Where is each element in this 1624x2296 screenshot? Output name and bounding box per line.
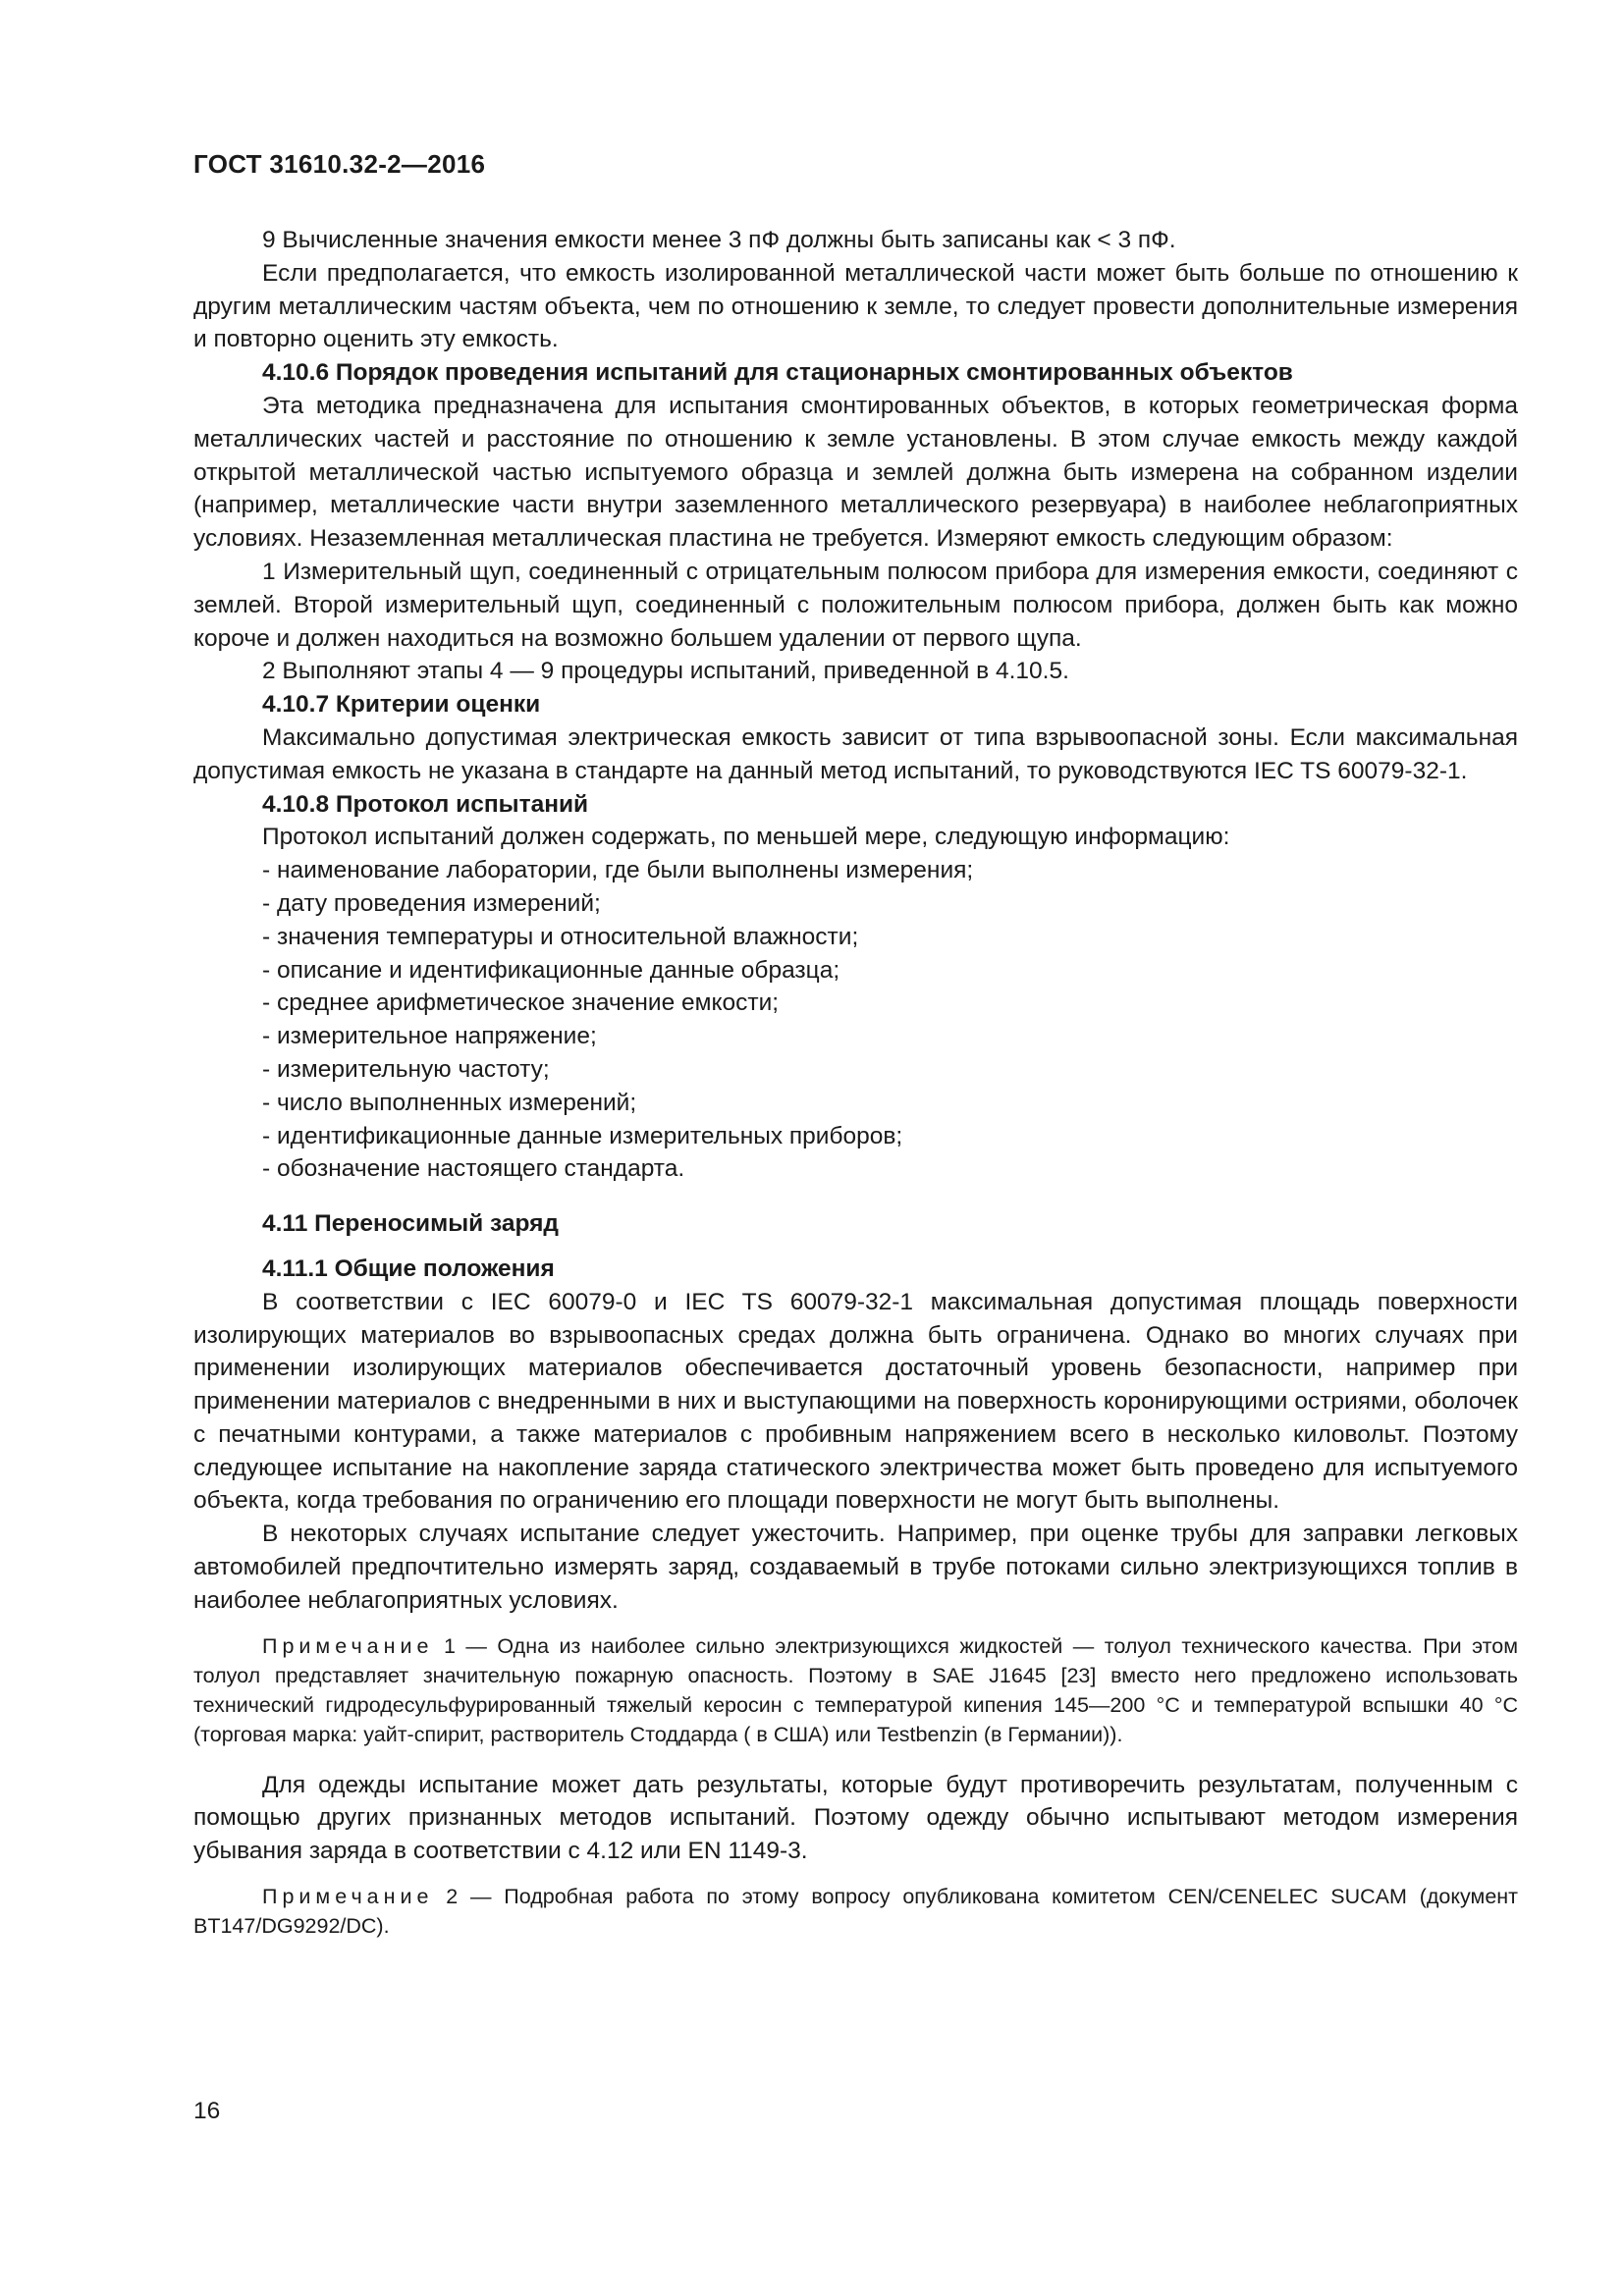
note-2: [193, 1882, 1518, 1941]
section-heading-4-10-7: 4.10.7 Критерии оценки: [262, 691, 541, 719]
note-label: Примечание: [262, 1885, 434, 1909]
note-text: 2 — Подробная работа по этому вопросу опубликована комитетом CEN/CENELEC SUCAM (документ BT147/DG9292/DC).: [193, 1885, 1518, 1939]
page-number: 16: [193, 2098, 221, 2124]
document-header: ГОСТ 31610.32-2—2016: [193, 149, 486, 179]
paragraph: Эта методика предназначена для испытания смонтированных объектов, в которых геометрическая форма металлических частей и расстояние по отношению к земле установлены. В этом случае емкость между каждой открытой металлической частью испытуемого образца и землей должна быть измерена на собранном изделии (например, металлические части внутри заземленного металлического резервуара) в наиболее неблагоприятных условиях. Незаземленная металлическая пластина не требуется. Измеряют емкость следующим образом:: [193, 392, 1518, 553]
paragraph: В соответствии с IEC 60079-0 и IEC TS 60079-32-1 максимальная допустимая площадь поверхности изолирующих материалов во взрывоопасных средах должна быть ограничена. Однако во многих случаях при применении изолирующих материалов обеспечивается достаточный уровень безопасности, например при применении материалов с внедренными в них и выступающими на поверхность коронирующими остриями, оболочек с печатными контурами, а также материалов с пробивным напряжением всего в несколько киловольт. Поэтому следующее испытание на накопление заряда статического электричества может быть проведено для испытуемого объекта, когда требования по ограничению его площади поверхности не могут быть выполнены.: [193, 1288, 1518, 1515]
page-body: [193, 224, 1518, 1941]
section-heading-4-10-8: 4.10.8 Протокол испытаний: [262, 790, 589, 818]
paragraph: 9 Вычисленные значения емкости менее 3 пФ должны быть записаны как < 3 пФ.: [262, 227, 1176, 253]
list-item: - среднее арифметическое значение емкости;: [262, 989, 780, 1017]
list-item: - идентификационные данные измерительных приборов;: [262, 1122, 903, 1149]
section-heading-4-11: 4.11 Переносимый заряд: [262, 1210, 559, 1238]
note-text: 1 — Одна из наиболее сильно электризующихся жидкостей — толуол технического качества. При этом толуол представляет значительную пожарную опасность. Поэтому в SAE J1645 [23] вместо него предложено использовать технический гидродесульфурированный тяжелый керосин с температурой кипения 145—200 °С и температурой вспышки 40 °С (торговая марка: уайт-спирит, растворитель Стоддарда ( в США) или Testbenzin (в Германии)).: [193, 1633, 1518, 1746]
paragraph: Максимально допустимая электрическая емкость зависит от типа взрывоопасной зоны. Если максимальная допустимая емкость не указана в стандарте на данный метод испытаний, то руководствуются IEC TS 60079-32-1.: [193, 723, 1518, 784]
note-label: Примечание: [262, 1633, 434, 1658]
list-item: - наименование лаборатории, где были выполнены измерения;: [262, 857, 974, 884]
paragraph: 2 Выполняют этапы 4 — 9 процедуры испытаний, приведенной в 4.10.5.: [262, 658, 1069, 685]
list-item: - дату проведения измерений;: [262, 889, 601, 917]
paragraph: Для одежды испытание может дать результаты, которые будут противоречить результатам, полученным с помощью других признанных методов испытаний. Поэтому одежду обычно испытывают методом измерения убывания заряда в соответствии с 4.12 или EN 1149-3.: [193, 1771, 1518, 1865]
paragraph: В некоторых случаях испытание следует ужесточить. Например, при оценке трубы для заправки легковых автомобилей предпочтительно измерять заряд, создаваемый в трубе потоками сильно электризующихся топлив в наиболее неблагоприятных условиях.: [193, 1521, 1518, 1614]
list-item: - измерительную частоту;: [262, 1055, 550, 1083]
paragraph: Если предполагается, что емкость изолированной металлической части может быть больше по отношению к другим металлическим частям объекта, чем по отношению к земле, то следует провести дополнительные измерения и повторно оценить эту емкость.: [193, 259, 1518, 353]
list-item: - обозначение настоящего стандарта.: [262, 1155, 685, 1183]
section-heading-4-10-6: 4.10.6 Порядок проведения испытаний для стационарных смонтированных объектов: [262, 359, 1293, 387]
list-item: - измерительное напряжение;: [262, 1023, 597, 1050]
paragraph: 1 Измерительный щуп, соединенный с отрицательным полюсом прибора для измерения емкости, соединяют с землей. Второй измерительный щуп, соединенный с положительным полюсом прибора, должен быть как можно короче и должен находиться на возможно большем удалении от первого щупа.: [193, 558, 1518, 652]
note-1: [193, 1631, 1518, 1749]
list-item: - значения температуры и относительной влажности;: [262, 923, 859, 950]
list-item: - описание и идентификационные данные образца;: [262, 956, 840, 984]
list-item: - число выполненных измерений;: [262, 1089, 637, 1116]
paragraph: Протокол испытаний должен содержать, по меньшей мере, следующую информацию:: [262, 824, 1230, 851]
section-heading-4-11-1: 4.11.1 Общие положения: [262, 1255, 555, 1282]
